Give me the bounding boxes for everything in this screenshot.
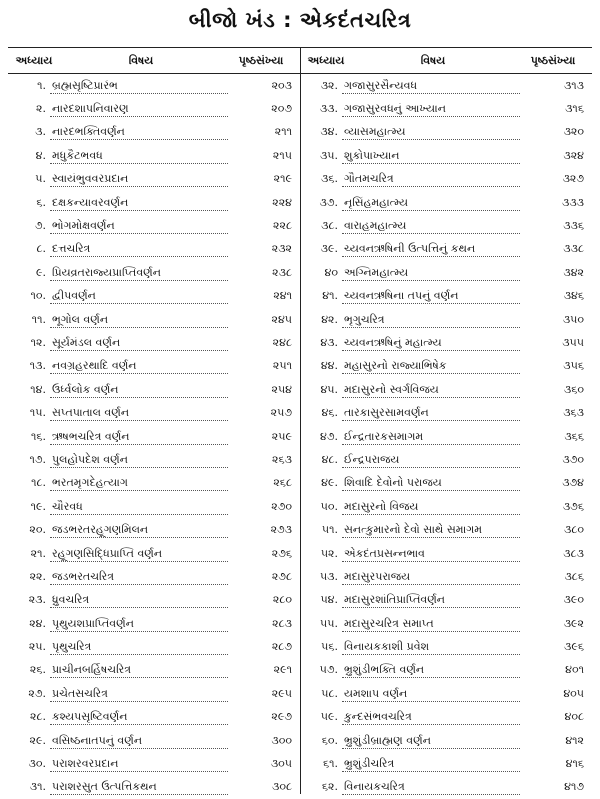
chapter-subject: યમશાપ વર્ણન [342, 686, 520, 702]
table-row [8, 168, 300, 191]
chapter-subject: નવગ્રહરથાદિ વર્ણન [50, 358, 228, 374]
page-number: ૪૦૫ [563, 686, 584, 700]
chapter-subject: પ્રાચીનબર્હિષચરિત્ર [50, 662, 228, 678]
table-row [8, 472, 300, 495]
table-row [300, 214, 592, 237]
chapter-subject: ચ્યવનઋષિનું મહાત્મ્ય [342, 335, 520, 351]
chapter-number: ૫૫. [320, 616, 338, 630]
page-number: ૩૦૦ [271, 733, 292, 747]
table-row [300, 401, 592, 424]
chapter-number: ૮. [36, 242, 46, 256]
table-row [300, 74, 592, 97]
chapter-header: અધ્યાય [307, 53, 345, 67]
table-row [300, 729, 592, 752]
chapter-subject: મહાસુરનો રાજ્યાભિષેક [342, 358, 520, 374]
page-number: ૨૨૪ [272, 195, 292, 209]
chapter-number: ૨૫. [28, 640, 46, 654]
table-row [8, 191, 300, 214]
chapter-subject: દત્તચરિત્ર [50, 241, 228, 257]
page-number: ૨૩૨ [271, 242, 292, 256]
page-number: ૩૮૩ [563, 546, 584, 560]
chapter-subject: પરાશરસુત ઉત્પત્તિકથન [50, 779, 228, 795]
chapter-subject: વસિષ્ઠનાતપનું વર્ણન [50, 733, 228, 749]
page-number: ૨૭૬ [271, 546, 292, 560]
page-header: પૃષ્ઠસંખ્યા [238, 53, 284, 67]
chapter-subject: શિવાદિ દેવોનો પરાજય [342, 475, 520, 491]
chapter-number: ૩. [35, 125, 46, 139]
chapter-number: ૧૨. [30, 335, 46, 349]
table-row [8, 401, 300, 424]
chapter-number: ૬૦. [321, 733, 338, 747]
section-title: બીજો ખંડ : એકદંતચરિત્ર [188, 8, 412, 32]
chapter-subject: કુન્દસંભવચરિત્ર [342, 709, 520, 725]
table-row [8, 565, 300, 588]
table-row [8, 214, 300, 237]
page-number: ૩૩૮ [563, 242, 584, 256]
table-row [300, 495, 592, 518]
chapter-number: ૧૯. [30, 499, 46, 513]
table-row [8, 659, 300, 682]
page-number: ૩૦૮ [272, 780, 292, 794]
chapter-subject: જડભરતચરિત્ર [50, 569, 228, 585]
left-column [8, 48, 301, 794]
subject-header: વિષય [420, 53, 446, 67]
table-row [8, 425, 300, 448]
page-number: ૨૧૫ [272, 148, 292, 162]
table-row [300, 308, 592, 331]
chapter-subject: વિનાયકકાશી પ્રવેશ [342, 639, 520, 655]
table-row [300, 331, 592, 354]
table-row [8, 308, 300, 331]
table-row [8, 261, 300, 284]
table-row [300, 518, 592, 541]
page-number: ૩૬૬ [564, 429, 584, 443]
chapter-number: ૧૪. [30, 382, 46, 396]
chapter-subject: પૃથુચરિત્ર [50, 639, 228, 655]
page-number: ૩૨૦ [563, 125, 584, 139]
page-number: ૨૩૮ [272, 265, 292, 279]
chapter-subject: દ્વીપવર્ણન [50, 288, 228, 304]
right-rows [300, 74, 592, 799]
table-row [8, 238, 300, 261]
table-row [300, 659, 592, 682]
chapter-number: ૧૩. [29, 359, 46, 373]
table-row [300, 776, 592, 799]
table-row [300, 238, 592, 261]
chapter-subject: ભ્રુશુંડીબ્રાહ્મણ વર્ણન [342, 733, 520, 749]
chapter-number: ૧૫. [29, 406, 46, 420]
chapter-subject: સ્વાયંભુવવરપ્રદાન [50, 171, 228, 187]
page-number: ૨૬૮ [273, 476, 292, 490]
table-row [300, 472, 592, 495]
right-header-row [300, 48, 592, 73]
chapter-subject: વારાહમહાત્મ્ય [342, 218, 520, 234]
chapter-number: ૨૨. [29, 569, 46, 583]
chapter-number: ૪૬. [321, 406, 338, 420]
table-row [300, 682, 592, 705]
page-number: ૩૬૦ [563, 382, 584, 396]
chapter-subject: ઉર્ધ્વલોક વર્ણન [50, 382, 228, 398]
chapter-number: ૧૬. [30, 429, 46, 443]
chapter-subject: નારદશાપનિવારણ [50, 101, 228, 117]
table-row [300, 378, 592, 401]
chapter-subject: ભોગમોક્ષવર્ણન [50, 218, 228, 234]
chapter-subject: ઈન્દ્રપરાજય [342, 452, 520, 468]
chapter-subject: ચ્યવનઋષિની ઉત્પત્તિનું કથન [342, 241, 520, 257]
table-row [300, 121, 592, 144]
page-number: ૩૪૬ [563, 289, 584, 303]
chapter-subject: પ્રચેતસચરિત્ર [50, 686, 228, 702]
chapter-number: ૩૬. [321, 172, 338, 186]
chapter-number: ૩૫. [319, 148, 338, 162]
chapter-subject: મદાસુરપરાજય [342, 569, 520, 585]
page-number: ૨૮૩ [272, 616, 292, 630]
table-row [300, 752, 592, 775]
table-row [8, 378, 300, 401]
chapter-subject: ગજાસુરસૈન્યવધ [342, 78, 520, 94]
chapter-subject: ઈન્દ્રતારકસમાગમ [342, 429, 520, 445]
chapter-subject: તારકાસુરસામવર્ણન [342, 405, 520, 421]
page-number: ૩૫૫ [562, 335, 584, 349]
chapter-subject: નૃસિંહમહાત્મ્ય [342, 195, 520, 211]
table-row [8, 612, 300, 635]
chapter-number: ૫૬. [321, 640, 338, 654]
page-number: ૨૫૭ [270, 406, 292, 420]
table-row [8, 74, 300, 97]
chapter-number: ૩૩. [319, 102, 338, 116]
table-row [8, 355, 300, 378]
chapter-subject: મદાસુરનો સ્વર્ગવિજય [342, 382, 520, 398]
table-row [8, 495, 300, 518]
chapter-number: ૩૯. [320, 242, 338, 256]
page-number: ૪૦૧ [565, 663, 584, 677]
chapter-subject: જડભરતરહૂગણમિલન [50, 522, 228, 538]
chapter-number: ૩૦. [28, 757, 46, 771]
table-row [8, 752, 300, 775]
chapter-number: ૪૯. [321, 476, 338, 490]
page-number: ૩૯૨ [563, 616, 584, 630]
table-row [300, 589, 592, 612]
chapter-subject: એકદંતપ્રસન્નભાવ [342, 546, 520, 562]
table-row [300, 285, 592, 308]
page-number: ૨૬૩ [272, 452, 292, 466]
table-row [300, 97, 592, 120]
chapter-number: ૪૪. [320, 359, 338, 373]
page-number: ૨૨૮ [273, 219, 292, 233]
chapter-number: ૫૭. [319, 663, 338, 677]
page-number: ૪૧૭ [564, 780, 584, 794]
chapter-number: ૩૪. [320, 125, 338, 139]
chapter-subject: રહૂગણસિદ્ધિપ્રાપ્તિ વર્ણન [50, 546, 228, 562]
chapter-number: ૩૭. [319, 195, 338, 209]
chapter-number: ૨. [36, 102, 46, 116]
chapter-subject: પુલહોપદેશ વર્ણન [50, 452, 228, 468]
chapter-subject: ભ્રુશુંડીચરિત્ર [342, 756, 520, 772]
page-number: ૨૪૧ [273, 289, 292, 303]
page-number: ૨૧૯ [273, 172, 292, 186]
chapter-number: ૧૮. [31, 476, 46, 490]
page-number: ૩૪૨ [563, 265, 584, 279]
chapter-number: ૫૯. [320, 710, 338, 724]
chapter-subject: દક્ષકન્યાવરવર્ણન [50, 195, 228, 211]
chapter-subject: મદાસુરશાંતિપ્રાપ્તિવર્ણન [342, 592, 520, 608]
chapter-number: ૪૦ [324, 265, 338, 279]
chapter-subject: પૃથુયશપ્રાપ્તિવર્ણન [50, 616, 228, 632]
chapter-subject: ભૂગોલ વર્ણન [50, 312, 228, 328]
table-row [8, 285, 300, 308]
chapter-subject: કશ્યપસૃષ્ટિવર્ણન [50, 709, 228, 725]
page-number: ૨૦૩ [271, 78, 292, 92]
table-row [8, 635, 300, 658]
table-row [8, 682, 300, 705]
table-row [8, 144, 300, 167]
table-row [8, 331, 300, 354]
page-number: ૩૭૬ [562, 499, 584, 513]
chapter-subject: સપ્તપાતાલ વર્ણન [50, 405, 228, 421]
table-row [300, 448, 592, 471]
table-row [8, 97, 300, 120]
page-number: ૨૯૫ [271, 686, 292, 700]
table-row [300, 425, 592, 448]
page-number: ૨૭૩ [270, 523, 292, 537]
page-number: ૨૫૪ [271, 382, 292, 396]
chapter-header: અધ્યાય [15, 53, 53, 67]
page-header: પૃષ્ઠસંખ્યા [530, 53, 576, 67]
chapter-subject: નારદભક્તિવર્ણન [50, 124, 228, 140]
table-row [8, 448, 300, 471]
chapter-subject: પરાશરવરપ્રદાન [50, 756, 228, 772]
chapter-subject: શુકોપાખ્યાન [342, 148, 520, 164]
chapter-number: ૪૮. [321, 452, 338, 466]
chapter-number: ૪૩. [320, 335, 338, 349]
chapter-subject: ઋષભચરિત્ર વર્ણન [50, 429, 228, 445]
chapter-subject: મધુકૈટભવધ [50, 148, 228, 164]
chapter-number: ૨૬. [29, 663, 46, 677]
page-number: ૩૨૪ [563, 148, 584, 162]
page-number: ૩૦૫ [270, 757, 292, 771]
table-row [8, 776, 300, 799]
page-number: ૨૪૮ [272, 335, 292, 349]
table-row [8, 121, 300, 144]
chapter-number: ૫૦. [320, 499, 338, 513]
page-number: ૪૧૨ [565, 733, 584, 747]
page-number: ૩૯૦ [563, 593, 584, 607]
chapter-subject: પ્રિયવ્રતરાજ્યપ્રાપ્તિવર્ણન [50, 265, 228, 281]
chapter-number: ૪૧. [322, 289, 338, 303]
table-row [8, 518, 300, 541]
page-number: ૩૫૦ [562, 312, 584, 326]
page-number: ૨૧૧ [274, 125, 292, 139]
chapter-number: ૨૩. [28, 593, 46, 607]
chapter-subject: વિનાયકચરિત્ર [342, 779, 520, 795]
chapter-number: ૩૮. [321, 219, 338, 233]
page-number: ૩૮૬ [564, 569, 584, 583]
chapter-subject: ધ્રુવચરિત્ર [50, 592, 228, 608]
table-row [8, 729, 300, 752]
page-number: ૪૧૬ [565, 757, 584, 771]
table-row [300, 168, 592, 191]
table-row [300, 706, 592, 729]
chapter-subject: સૂર્યમંડલ વર્ણન [50, 335, 228, 351]
left-rows [8, 74, 300, 799]
page-number: ૨૮૦ [272, 593, 292, 607]
chapter-number: ૬૨. [321, 780, 338, 794]
table-row [300, 261, 592, 284]
page-number: ૩૭૪ [562, 476, 584, 490]
page-number: ૩૨૭ [562, 172, 584, 186]
page-number: ૨૮૭ [271, 640, 292, 654]
chapter-number: ૧૭. [29, 452, 46, 466]
page-number: ૩૯૬ [564, 640, 584, 654]
table-row [300, 355, 592, 378]
chapter-subject: ચૌરવધ [50, 499, 228, 515]
chapter-number: ૧૦. [30, 289, 46, 303]
chapter-subject: ભરતમૃગદેહત્યાગ [50, 475, 228, 491]
page-number: ૨૪૫ [271, 312, 292, 326]
page-number: ૩૩૩ [562, 195, 584, 209]
left-header-row [8, 48, 300, 73]
chapter-subject: ગૌતમચરિત્ર [342, 171, 520, 187]
table-row [8, 589, 300, 612]
chapter-number: ૫૩. [319, 569, 338, 583]
chapter-subject: અગ્નિમહાત્મ્ય [342, 265, 520, 281]
chapter-number: ૨૮. [29, 710, 46, 724]
page-number: ૨૫૧ [272, 359, 292, 373]
table-row [300, 542, 592, 565]
page-number: ૩૧૬ [565, 102, 584, 116]
chapter-subject: ભૃગુચરિત્ર [342, 312, 520, 328]
chapter-number: ૪. [35, 148, 46, 162]
page-number: ૨૭૦ [271, 499, 292, 513]
chapter-subject: ભ્રુશુંડીભક્તિ વર્ણન [342, 662, 520, 678]
table-row [300, 635, 592, 658]
chapter-subject: ચ્યવનઋષિના તપનું વર્ણન [342, 288, 520, 304]
chapter-subject: ગજાસુરવધનું આખ્યાન [342, 101, 520, 117]
chapter-number: ૨૦. [29, 523, 46, 537]
chapter-subject: બ્રહ્મસૃષ્ટિપ્રારંભ [50, 78, 228, 94]
chapter-number: ૫૮. [321, 686, 338, 700]
chapter-number: ૩૧. [29, 780, 46, 794]
chapter-number: ૫. [35, 172, 46, 186]
page-number: ૩૮૦ [564, 523, 584, 537]
chapter-number: ૨૯. [29, 733, 46, 747]
chapter-number: ૨૪. [29, 616, 46, 630]
chapter-number: ૫૪. [320, 593, 338, 607]
page-number: ૪૦૮ [564, 710, 584, 724]
table-row [8, 542, 300, 565]
chapter-number: ૧. [37, 78, 46, 92]
page-number: ૨૦૭ [271, 102, 292, 116]
chapter-subject: સનત્કુમારનો દેવો સાથે સમાગમ [342, 522, 520, 538]
chapter-number: ૪૭. [320, 429, 338, 443]
table-row [300, 612, 592, 635]
chapter-number: ૪૨. [321, 312, 338, 326]
page-number: ૨૯૧ [273, 663, 292, 677]
subject-header: વિષય [128, 53, 154, 67]
chapter-subject: મદાસુરચરિત્ર સમાપ્ત [342, 616, 520, 632]
table-row [300, 565, 592, 588]
chapter-number: ૨૧. [30, 546, 46, 560]
page-number: ૩૩૬ [563, 219, 584, 233]
chapter-number: ૨૭. [28, 686, 46, 700]
chapter-subject: વ્યાસમહાત્મ્ય [342, 124, 520, 140]
chapter-number: ૫૨. [320, 546, 338, 560]
chapter-number: ૬૧. [322, 757, 338, 771]
page-number: ૩૬૩ [563, 406, 584, 420]
chapter-number: ૭. [34, 219, 46, 233]
chapter-number: ૬. [36, 195, 46, 209]
chapter-number: ૯. [35, 265, 46, 279]
table-row [300, 191, 592, 214]
chapter-number: ૫૧. [321, 523, 338, 537]
page-number: ૨૯૭ [271, 710, 292, 724]
chapter-number: ૧૧. [31, 312, 46, 326]
chapter-subject: મદાસુરનો વિજય [342, 499, 520, 515]
page-number: ૨૭૮ [271, 569, 292, 583]
table-row [8, 706, 300, 729]
page-number: ૨૫૯ [271, 429, 292, 443]
right-column [300, 48, 592, 799]
table-row [300, 144, 592, 167]
chapter-number: ૩૨. [320, 78, 338, 92]
page-number: ૩૧૩ [563, 78, 584, 92]
page-number: ૩૫૬ [563, 359, 584, 373]
page-number: ૩૭૦ [562, 452, 584, 466]
chapter-number: ૪૫. [320, 382, 338, 396]
